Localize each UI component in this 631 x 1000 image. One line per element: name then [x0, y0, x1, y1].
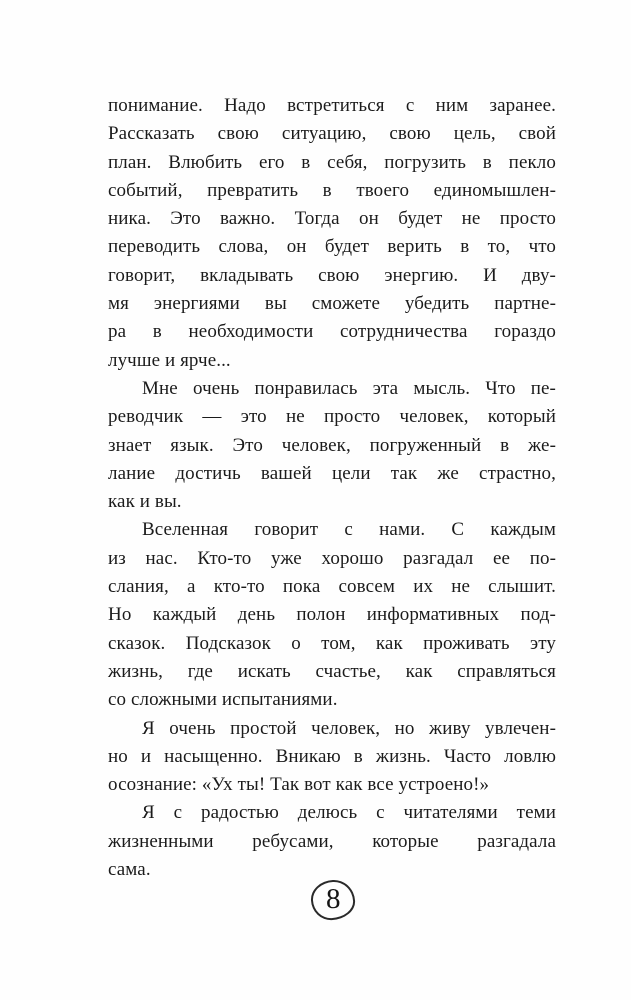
text-line: понимание. Надо встретиться с ним заранее.	[108, 95, 556, 116]
text-line: жизнь, где искать счастье, как справляться	[108, 660, 556, 682]
body-text	[108, 92, 556, 884]
text-line: Вселенная говорит с нами. С каждым	[142, 519, 556, 541]
text-line: переводить слова, он будет верить в то, что	[108, 236, 556, 258]
text-line: лание достичь вашей цели так же страстно,	[108, 462, 556, 484]
text-line: из нас. Кто-то уже хорошо разгадал ее по-	[108, 547, 556, 569]
text-line: Я очень простой человек, но живу увлечен-	[142, 717, 556, 739]
text-line: жизненными ребусами, которые разгадала	[108, 830, 556, 852]
text-line: сказок. Подсказок о том, как проживать эту	[108, 632, 556, 654]
text-line: лучше и ярче...	[108, 349, 231, 371]
text-line: осознание: «Ух ты! Так вот как все устроено!»	[108, 774, 490, 796]
text-line: сама.	[108, 859, 151, 881]
text-line: Рассказать свою ситуацию, свою цель, свой	[108, 123, 556, 145]
text-line: событий, превратить в твоего единомышлен-	[108, 179, 556, 201]
text-line: говорит, вкладывать свою энергию. И дву-	[108, 264, 556, 286]
page-number-circle	[310, 879, 356, 921]
text-line: ра в необходимости сотрудничества гораздо	[108, 321, 556, 343]
text-line: план. Влюбить его в себя, погрузить в пекло	[108, 151, 556, 173]
text-line: Я с радостью делюсь с читателями теми	[142, 802, 556, 824]
text-line: реводчик — это не просто человек, который	[108, 406, 556, 428]
page-number: 8	[325, 882, 341, 915]
text-line: ника. Это важно. Тогда он будет не просто	[108, 208, 556, 230]
text-line: Мне очень понравилась эта мысль. Что пе-	[142, 377, 556, 399]
text-line: мя энергиями вы сможете убедить партне-	[108, 293, 556, 315]
text-line: как и вы.	[108, 491, 182, 513]
text-line: Но каждый день полон информативных под-	[108, 604, 556, 626]
text-line: но и насыщенно. Вникаю в жизнь. Часто ловлю	[108, 745, 556, 767]
text-line: со сложными испытаниями.	[108, 689, 338, 711]
text-line: слания, а кто-то пока совсем их не слышит.	[108, 576, 556, 598]
text-line: знает язык. Это человек, погруженный в же-	[108, 434, 556, 456]
